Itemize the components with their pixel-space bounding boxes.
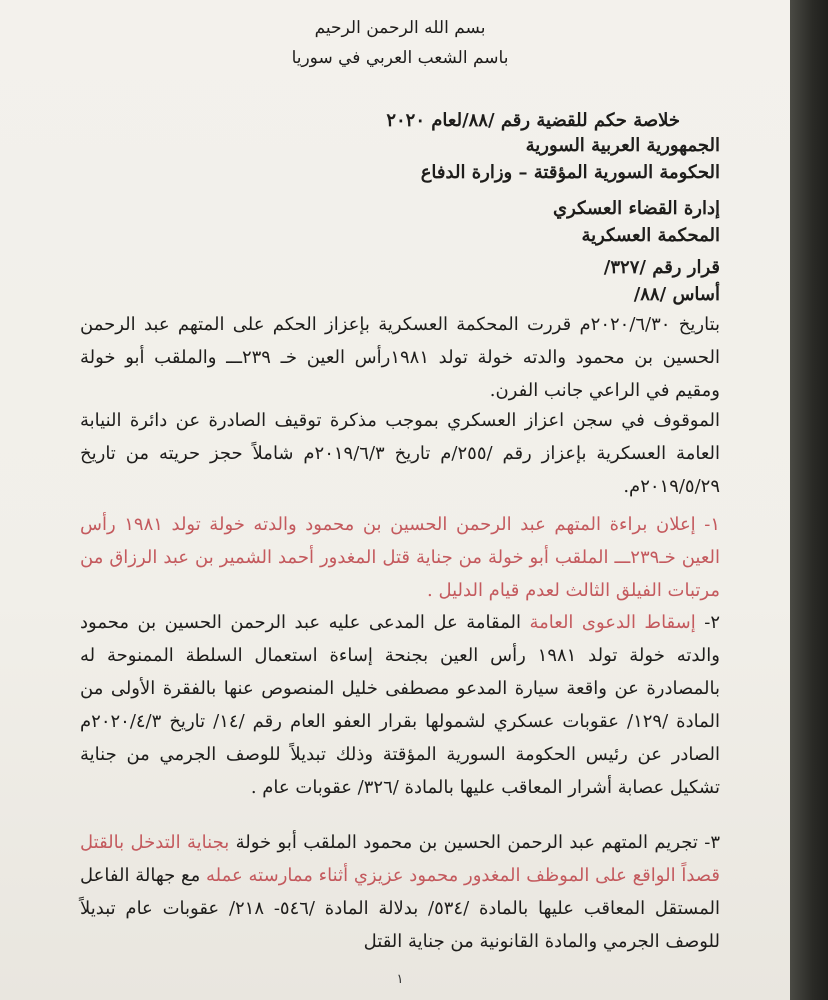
item-3-intro: ٣- تجريم المتهم عبد الرحمن الحسين بن محمود الملقب أبو خولة: [229, 832, 721, 853]
detention-paragraph: الموقوف في سجن اعزاز العسكري بموجب مذكرة توقيف الصادرة عن دائرة النيابة العامة العسكرية بإعزاز رقم /٢٥٥/م تاريخ ٢٠١٩/٦/٣م شاملاً حجز حريته من تاريخ ٢٠١٩/٥/٢٩م.: [80, 410, 720, 497]
issuer-department: إدارة القضاء العسكري: [552, 198, 720, 219]
verdict-paragraph: بتاريخ ٢٠٢٠/٦/٣٠م قررت المحكمة العسكرية بإعزاز الحكم على المتهم عبد الرحمن الحسين بن محمود والدته خولة تولد ١٩٨١رأس العين خـ ٢٣٩ـــ والملقب أبو خولة ومقيم في الراعي جانب الفرن.: [80, 314, 721, 401]
case-summary-title: خلاصة حكم للقضية رقم /٨٨/لعام ٢٠٢٠: [386, 110, 680, 131]
item-3-highlight: بجناية التدخل بالقتل قصداً الواقع على الموظف المغدور محمود عزيزي أثناء ممارسته عمله: [80, 832, 720, 886]
page-number: ١: [396, 972, 404, 987]
basis-number: أساس /٨٨/: [633, 284, 720, 305]
basmala: بسم الله الرحمن الرحيم: [314, 18, 486, 38]
issuer-government: الحكومة السورية المؤقتة – وزارة الدفاع: [420, 162, 720, 183]
decision-number: قرار رقم /٣٢٧/: [603, 257, 720, 278]
item-2-dismissal: [80, 606, 720, 804]
dark-background-edge: [790, 0, 828, 1000]
item-2-number: ٢-: [695, 612, 720, 633]
people-heading: باسم الشعب العربي في سوريا: [291, 48, 509, 68]
issuer-republic: الجمهورية العربية السورية: [525, 135, 720, 156]
document-content: [80, 0, 720, 1000]
item-3-text: مع جهالة الفاعل المستقل المعاقب عليها بالمادة /٥٣٤/ بدلالة المادة /٥٤٦- ٢١٨/ عقوبات عام تبديلاً للوصف الجرمي والمادة القانونية من جناية القتل: [80, 865, 720, 952]
issuer-court: المحكمة العسكرية: [581, 225, 720, 246]
item-2-text: المقامة عل المدعى عليه عبد الرحمن الحسين بن محمود والدته خولة تولد ١٩٨١ رأس العين بجنحة إساءة استعمال السلطة الممنوحة له بالمصادرة عن واقعة سيارة المدعو مصطفى خليل المنصوص عنها بالفقرة الأولى من المادة /١٢٩/ عقوبات عسكري لشمولها بقرار العفو العام رقم /١٤/ تاريخ ٢٠٢٠/٤/٣م الصادر عن رئيس الحكومة السورية المؤقتة وذلك تبديلاً للوصف الجرمي من جناية تشكيل عصابة أشرار المعاقب عليها بالمادة /٣٢٦/ عقوبات عام .: [80, 612, 720, 798]
item-1-acquittal: ١- إعلان براءة المتهم عبد الرحمن الحسين بن محمود والدته خولة تولد ١٩٨١ رأس العين خـ٢٣٩ـــ الملقب أبو خولة من جناية قتل المغدور أحمد الشمير بن عبد الرزاق من مرتبات الفيلق الثالث لعدم قيام الدليل .: [80, 514, 721, 601]
item-3-conviction: [80, 826, 720, 958]
item-2-highlight: إسقاط الدعوى العامة: [529, 612, 696, 633]
